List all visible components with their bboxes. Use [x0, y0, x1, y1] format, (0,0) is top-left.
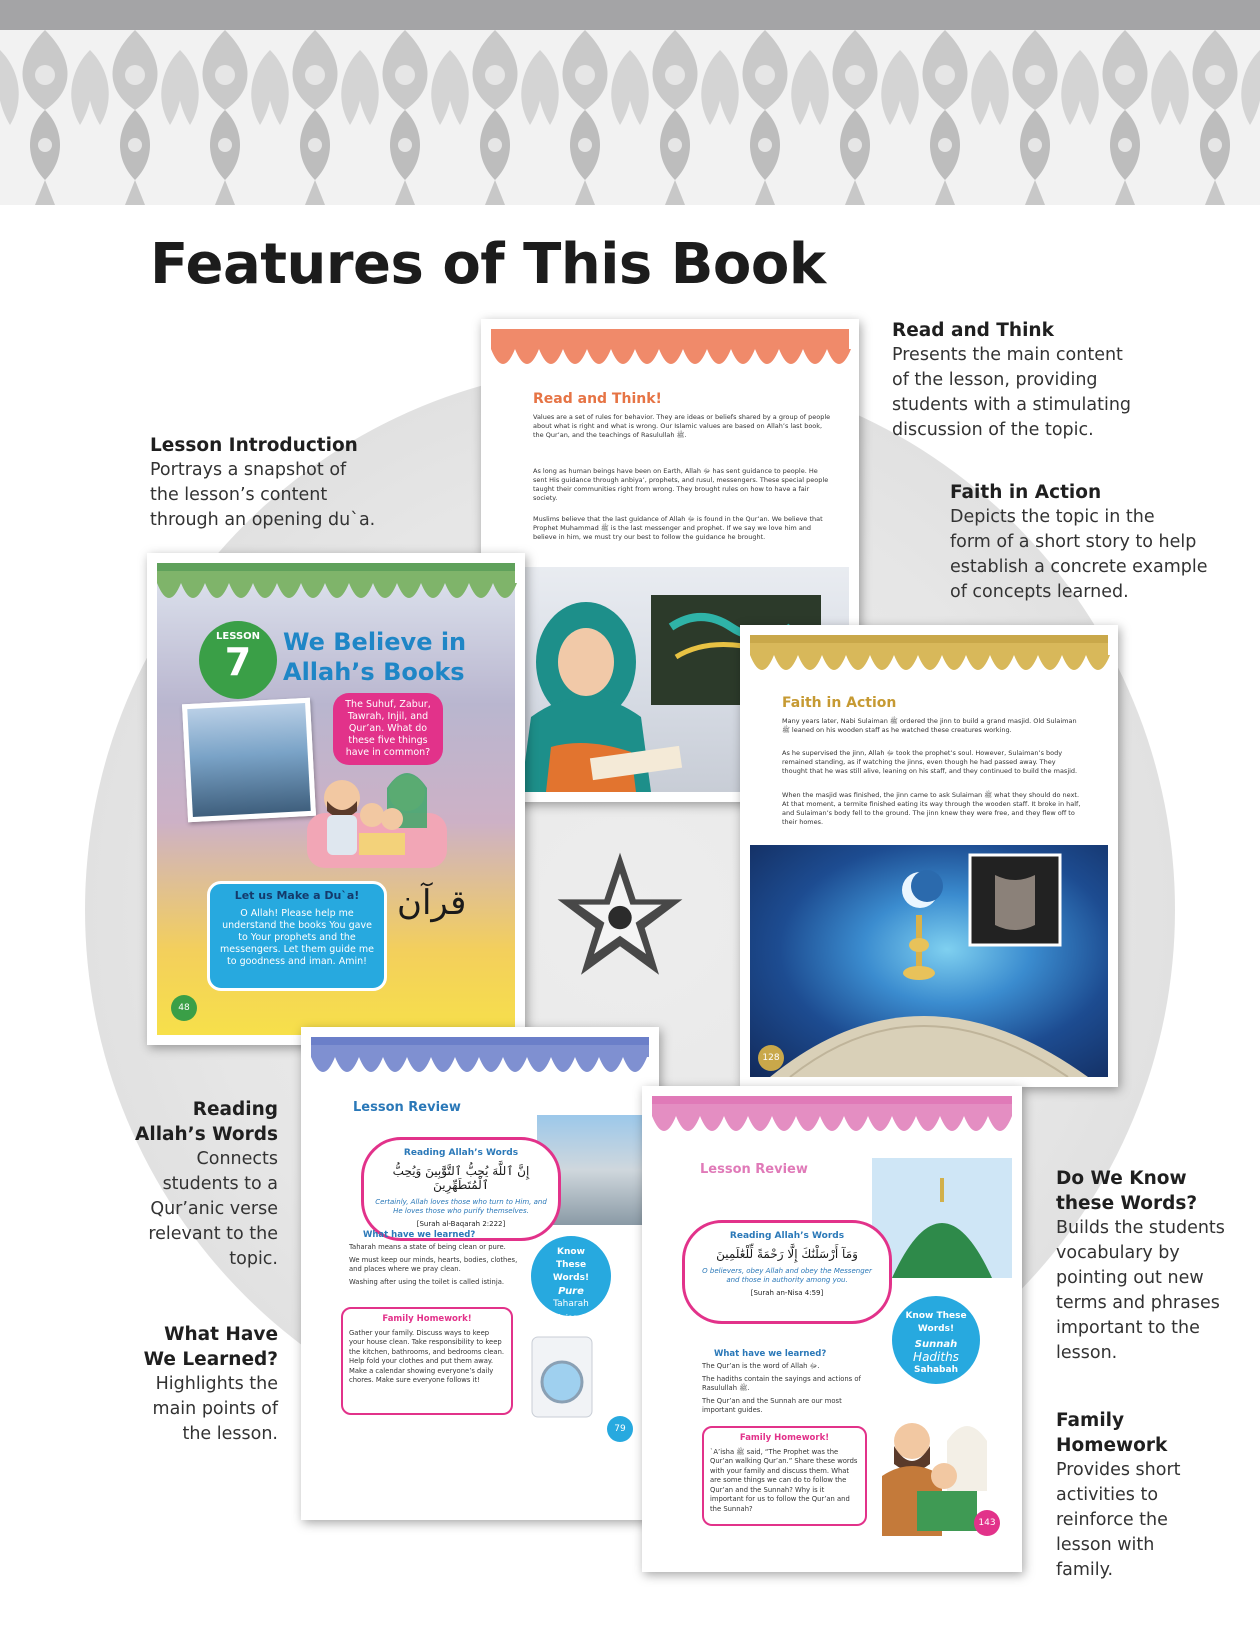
family-homework-title: Family Homework! — [382, 1314, 472, 1324]
card-ornament-band — [481, 319, 859, 389]
card-ornament-band — [642, 1086, 1022, 1156]
review-title: Lesson Review — [700, 1162, 808, 1177]
bullet-item: Washing after using the toilet is called istinja. — [349, 1277, 505, 1286]
what-learned-title: What have we learned? — [363, 1230, 476, 1240]
label-line: activities to — [1056, 1485, 1159, 1505]
label-line: Portrays a snapshot of — [150, 460, 347, 480]
bullet-item: We must keep our minds, hearts, bodies, clothes, and places where we pray clean. — [349, 1255, 518, 1273]
label-heading: Reading — [192, 1099, 278, 1120]
label-line: family. — [1056, 1560, 1114, 1580]
night-sky-mosque-image — [750, 845, 1108, 1077]
label-line: relevant to the — [148, 1224, 278, 1244]
label-line: terms and phrases — [1056, 1293, 1220, 1313]
label-line: topic. — [229, 1249, 278, 1269]
verse-translation: Certainly, Allah loves those who turn to Him, and He loves those who purify themselves. — [375, 1198, 547, 1215]
faith-action-paragraph: When the masjid was finished, the jinn came to ask Sulaiman ﷺ what they should do next. At that moment, a termite finished eating its way through the wooden staff. It broke in half, and Sulaiman’s body fell to the ground. The jinn knew they were free, and they flew off to their homes. — [782, 791, 1081, 826]
label-line: Provides short — [1056, 1460, 1181, 1480]
bullet-item: The hadiths contain the sayings and actions of Rasulullah ﷺ. — [702, 1374, 861, 1392]
know-these-words-badge — [888, 1292, 984, 1388]
label-line: establish a concrete example — [950, 557, 1208, 577]
read-think-paragraph: As long as human beings have been on Earth, Allah ﷻ has sent guidance to people. He sent His guidance through anbiya’, prophets, and rusul, messengers. These special people taught their communities right from wrong. They brought rules on how to have a fair society. — [533, 467, 829, 502]
know-word: Najasah — [554, 1313, 588, 1322]
page-number: 79 — [607, 1416, 633, 1442]
label-line: main points of — [152, 1399, 278, 1419]
label-reading-allahs-words — [135, 1097, 278, 1272]
know-these-words-badge — [527, 1232, 615, 1320]
green-dome-illustration — [872, 1158, 1012, 1278]
reading-words-title: Reading Allah’s Words — [403, 1148, 519, 1158]
lesson-title: We Believe in Allah’s Books — [283, 628, 467, 686]
boy-reading-photo — [182, 698, 316, 823]
faith-action-paragraph: As he supervised the jinn, Allah ﷻ took the prophet’s soul. However, Sulaiman’s body remained standing, as if watching the jinns, even though he had passed away. They thought that he was still alive, leaning on his staff, and they continued to build the masjid. — [782, 749, 1078, 775]
page-number: 128 — [758, 1045, 784, 1071]
speech-bubble: The Suhuf, Zabur, Tawrah, Injil, and Qur’an. What do these five things have in common? — [333, 693, 443, 765]
label-faith-in-action — [950, 480, 1208, 605]
verse-translation: O believers, obey Allah and obey the Messenger and those in authority among you. — [702, 1267, 872, 1284]
label-line: discussion of the topic. — [892, 420, 1094, 440]
label-heading: Family — [1056, 1410, 1125, 1431]
learned-bullets — [702, 1362, 872, 1416]
what-learned-title: What have we learned? — [714, 1349, 827, 1359]
card-faith-in-action — [740, 625, 1118, 1087]
label-line: students to a — [162, 1174, 278, 1194]
label-heading: these Words? — [1056, 1193, 1198, 1214]
verse-reference: [Surah an-Nisa 4:59] — [750, 1289, 824, 1297]
card-ornament-band — [301, 1027, 659, 1097]
label-line: reinforce the — [1056, 1510, 1168, 1530]
label-line: Qur’anic verse — [150, 1199, 278, 1219]
label-line: the lesson’s content — [150, 485, 328, 505]
family-illustration — [297, 743, 457, 873]
page-number: 143 — [974, 1510, 1000, 1536]
read-think-paragraph: Values are a set of rules for behavior. They are ideas or beliefs shared by a group of people about what is right and what is wrong. Our Islamic values are based on Allah’s last book, the Qur’an, and the teachings of Rasulullah ﷺ. — [533, 413, 831, 439]
verse-reference: [Surah al-Baqarah 2:222] — [416, 1220, 506, 1228]
arabic-calligraphy: قرآن — [397, 883, 467, 923]
label-heading: Lesson Introduction — [150, 435, 358, 456]
family-homework-box — [702, 1426, 867, 1526]
label-line: lesson. — [1056, 1343, 1118, 1363]
label-family-homework — [1056, 1408, 1181, 1583]
family-homework-box — [341, 1307, 513, 1415]
label-heading: Homework — [1056, 1435, 1168, 1456]
arabic-verse: إِنَّ ٱللَّهَ يُحِبُّ ٱلتَّوَّٰبِينَ وَيُحِبُّ ٱلْمُتَطَهِّرِينَ — [392, 1164, 530, 1192]
bullet-item: The Qur’an and the Sunnah are our most important guides. — [702, 1396, 842, 1414]
review-title: Lesson Review — [353, 1100, 461, 1115]
label-line: pointing out new — [1056, 1268, 1204, 1288]
bullet-item: Taharah means a state of being clean or pure. — [349, 1243, 506, 1251]
label-heading: Allah’s Words — [135, 1124, 278, 1145]
label-line: vocabulary by — [1056, 1243, 1180, 1263]
label-line: important to the — [1056, 1318, 1200, 1338]
label-heading: We Learned? — [143, 1349, 278, 1370]
label-lesson-introduction — [150, 433, 375, 533]
know-title: Know These Words! — [552, 1247, 590, 1283]
lesson-badge — [199, 621, 277, 699]
label-line: Presents the main content — [892, 345, 1123, 365]
lesson-number: 7 — [224, 640, 252, 684]
know-word: Sunnah — [914, 1339, 958, 1350]
ornament-band — [0, 30, 1260, 205]
top-bar — [0, 0, 1260, 30]
reading-words-title: Reading Allah’s Words — [729, 1231, 845, 1241]
bullet-item: The Qur’an is the word of Allah ﷻ. — [702, 1362, 820, 1370]
know-word: Sahabah — [914, 1365, 958, 1375]
label-line: Depicts the topic in the — [950, 507, 1155, 527]
dua-title: Let us Make a Du`a! — [234, 889, 360, 902]
label-line: form of a short story to help — [950, 532, 1197, 552]
card-ornament-band — [740, 625, 1118, 695]
card-lesson-introduction — [147, 553, 525, 1045]
label-what-have-we-learned — [144, 1322, 278, 1447]
dua-text: O Allah! Please help me understand the books You gave to Your prophets and the messengers. Let them guide me to goodness and iman. Amin! — [220, 908, 374, 967]
page-number: 48 — [171, 995, 197, 1021]
dua-box — [207, 881, 387, 991]
know-word: Taharah — [553, 1299, 589, 1309]
label-line: lesson with — [1056, 1535, 1155, 1555]
know-word: Pure — [558, 1286, 584, 1297]
label-do-we-know-these-words — [1056, 1166, 1225, 1366]
family-homework-title: Family Homework! — [739, 1433, 830, 1443]
label-line: Builds the students — [1056, 1218, 1225, 1238]
page-title: Features of This Book — [150, 232, 826, 297]
label-line: the lesson. — [182, 1424, 278, 1444]
arabic-verse: وَمَآ أَرْسَلْنَٰكَ إِلَّا رَحْمَةً لِّلْعَٰلَمِينَ — [716, 1247, 858, 1261]
read-think-title: Read and Think! — [533, 391, 662, 407]
label-line: Highlights the — [155, 1374, 278, 1394]
family-homework-text: `A’isha ﷺ said, “The Prophet was the Qur’an walking Qur’an.” Share these words with your family and discuss them. What are some things we can do to follow the Qur’an and the Sunnah? Why is it important for us to follow the Qur’an and the Sunnah? — [710, 1447, 858, 1513]
card-ornament-band — [147, 553, 525, 623]
label-read-and-think — [892, 318, 1131, 443]
reading-words-cloud — [361, 1137, 561, 1241]
card-lesson-review-2 — [642, 1086, 1022, 1572]
learned-bullets — [349, 1243, 519, 1287]
card-lesson-review-1 — [301, 1027, 659, 1520]
label-heading: Faith in Action — [950, 482, 1102, 503]
star-ornament-icon — [555, 840, 685, 990]
label-line: of concepts learned. — [950, 582, 1129, 602]
lesson-label: LESSON — [215, 631, 261, 642]
label-line: students with a stimulating — [892, 395, 1132, 415]
label-line: of the lesson, providing — [892, 370, 1098, 390]
label-heading: Read and Think — [892, 320, 1054, 341]
mosque-dome-illustration — [750, 845, 1108, 1077]
label-heading: Do We Know — [1056, 1168, 1187, 1189]
know-title: Know These Words! — [905, 1311, 967, 1334]
read-think-paragraph: Muslims believe that the last guidance of Allah ﷻ is found in the Qur’an. We believe that Prophet Muhammad ﷺ is the last messenger and prophet. If we say we love him and believe in him, we must try our best to follow the guidance he brought. — [533, 515, 823, 541]
faith-action-title: Faith in Action — [782, 695, 897, 711]
label-line: through an opening du`a. — [150, 510, 376, 530]
label-heading: What Have — [164, 1324, 278, 1345]
family-homework-text: Gather your family. Discuss ways to keep your house clean. Take responsibility to keep the kitchen, bathrooms, and bedrooms clean. Help fold your clothes and put them away. Make a calendar showing everyone’s daily chores. Make sure everyone follows it! — [349, 1328, 505, 1384]
know-word: Hadiths — [913, 1350, 959, 1364]
label-line: Connects — [196, 1149, 278, 1169]
reading-words-cloud — [682, 1220, 892, 1324]
washing-machine-illustration — [527, 1327, 607, 1427]
faith-action-paragraph: Many years later, Nabi Sulaiman ﷺ ordered the jinn to build a grand masjid. Old Sulaiman ﷺ leaned on his wooden staff as he watched these creatures working. — [782, 717, 1077, 734]
